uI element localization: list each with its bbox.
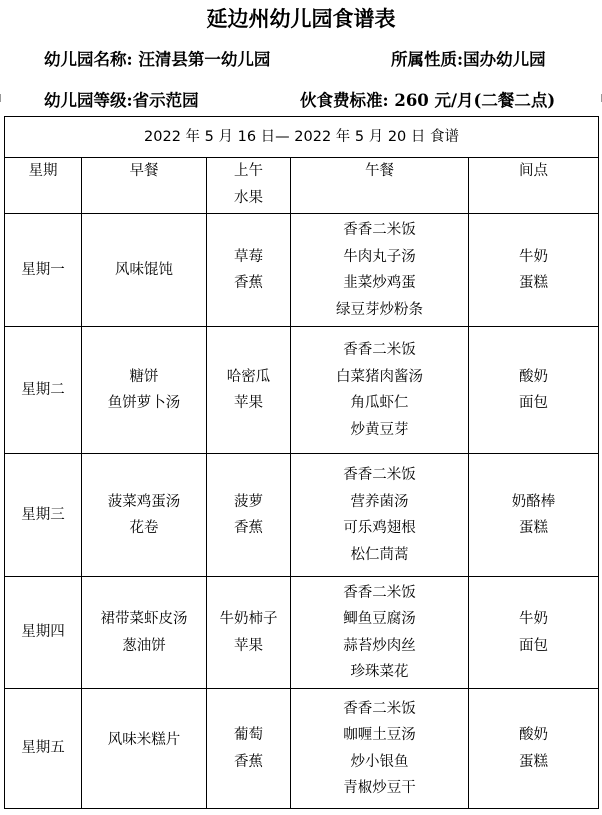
lunch-cell	[291, 577, 469, 689]
cell-text-line: 松仁茼蒿	[350, 546, 409, 563]
cell-text-line: 风味馄饨	[115, 261, 173, 278]
lunch-cell	[291, 327, 469, 454]
cell-text-line: 韭菜炒鸡蛋	[343, 275, 416, 291]
cell-text-line: 裙带菜虾皮汤	[100, 611, 188, 627]
cell-text-line: 白菜猪肉酱汤	[336, 368, 423, 385]
cell-text-line: 牛肉丸子汤	[343, 248, 416, 265]
cell-text-line: 葡萄	[234, 727, 263, 743]
weekday-cell: 星期一	[5, 214, 82, 327]
cell-text-line: 香香二米饭	[343, 584, 416, 601]
cell-text-line: 菠萝	[234, 493, 263, 510]
kindergarten-grade-label: 幼儿园等级:	[44, 91, 133, 110]
fruit-cell	[207, 454, 291, 577]
cell-text-line: 星期	[28, 163, 58, 179]
breakfast-cell	[82, 214, 207, 327]
fruit-cell	[207, 577, 291, 689]
kindergarten-nature-label: 所属性质:	[391, 50, 464, 69]
cell-text-line: 炒黄豆芽	[350, 421, 409, 438]
page-title: 延边州幼儿园食谱表	[206, 6, 396, 31]
cell-text-line: 蛋糕	[519, 275, 549, 291]
cell-text-line: 苹果	[234, 637, 263, 654]
meal-fee-label: 伙食费标准:	[300, 91, 389, 110]
fruit-cell	[207, 214, 291, 327]
date-range: 2022 年 5 月 16 日— 2022 年 5 月 20 日 食谱	[5, 117, 599, 158]
cell-text-line: 牛奶	[519, 611, 549, 627]
cell-text-line: 角瓜虾仁	[350, 395, 409, 411]
header-morning-fruit	[207, 158, 291, 214]
header-breakfast	[82, 158, 207, 214]
cell-text-line: 蛋糕	[519, 753, 549, 770]
kindergarten-nature	[391, 48, 546, 72]
kindergarten-name	[44, 48, 270, 72]
snack-cell	[469, 577, 599, 689]
meal-fee-value: 260 元/月(二餐二点)	[394, 91, 556, 110]
weekday-cell: 星期四	[5, 577, 82, 689]
cell-text-line: 鱼饼萝卜汤	[107, 395, 181, 411]
cell-text-line: 营养菌汤	[350, 493, 409, 510]
weekday-cell: 星期三	[5, 454, 82, 577]
header-weekday	[5, 158, 82, 214]
cell-text-line: 蒜苔炒肉丝	[343, 637, 416, 654]
snack-cell	[469, 327, 599, 454]
cell-text-line: 奶酪棒	[511, 493, 556, 510]
cell-text-line: 香香二米饭	[343, 222, 416, 238]
cell-text-line: 酸奶	[519, 368, 549, 385]
cell-text-line: 糖饼	[129, 368, 159, 385]
weekday-cell: 星期二	[5, 327, 82, 454]
cell-text-line: 草莓	[234, 248, 263, 265]
snack-cell	[469, 214, 599, 327]
kindergarten-name-label: 幼儿园名称:	[44, 50, 133, 69]
crop-mark-left	[0, 94, 7, 102]
cell-text-line: 青椒炒豆干	[343, 780, 416, 796]
cell-text-line: 间点	[519, 163, 549, 179]
snack-cell	[469, 689, 599, 809]
table-row	[5, 689, 599, 809]
cell-text-line: 香香二米饭	[343, 700, 416, 717]
meal-fee	[300, 89, 555, 113]
cell-text-line: 菠菜鸡蛋汤	[107, 493, 181, 510]
table-row	[5, 214, 599, 327]
table-row	[5, 454, 599, 577]
cell-text-line: 香香二米饭	[343, 342, 416, 358]
breakfast-cell	[82, 454, 207, 577]
cell-text-line: 香蕉	[234, 520, 263, 536]
kindergarten-grade-value: 省示范园	[132, 91, 199, 110]
lunch-cell	[291, 454, 469, 577]
cell-text-line: 早餐	[129, 163, 159, 179]
cell-text-line: 葱油饼	[122, 637, 166, 654]
crop-mark-right	[595, 94, 602, 102]
breakfast-cell	[82, 327, 207, 454]
cell-text-line: 炒小银鱼	[350, 753, 409, 770]
cell-text-line: 风味米糕片	[107, 732, 181, 748]
table-row	[5, 577, 599, 689]
cell-text-line: 花卷	[129, 520, 159, 536]
cell-text-line: 牛奶柿子	[219, 611, 278, 627]
cell-text-line: 哈密瓜	[226, 368, 271, 385]
cell-text-line: 香香二米饭	[343, 467, 416, 483]
cell-text-line: 香蕉	[234, 753, 263, 770]
cell-text-line: 绿豆芽炒粉条	[336, 301, 423, 318]
cell-text-line: 牛奶	[519, 248, 549, 265]
snack-cell	[469, 454, 599, 577]
cell-text-line: 酸奶	[519, 727, 549, 743]
kindergarten-nature-value: 国办幼儿园	[463, 50, 546, 69]
cell-text-line: 鲫鱼豆腐汤	[343, 611, 416, 627]
date-row	[5, 117, 599, 158]
cell-text-line: 苹果	[234, 395, 263, 411]
header-snack	[469, 158, 599, 214]
fruit-cell	[207, 327, 291, 454]
cell-text-line: 午餐	[365, 163, 394, 179]
menu-table	[4, 116, 599, 809]
cell-text-line: 水果	[234, 189, 263, 206]
cell-text-line: 蛋糕	[519, 520, 549, 536]
cell-text-line: 珍珠菜花	[350, 664, 409, 680]
cell-text-line: 咖喱土豆汤	[343, 727, 416, 743]
cell-text-line: 上午	[234, 163, 263, 179]
cell-text-line: 可乐鸡翅根	[343, 520, 416, 536]
breakfast-cell	[82, 577, 207, 689]
lunch-cell	[291, 214, 469, 327]
header-lunch	[291, 158, 469, 214]
fruit-cell	[207, 689, 291, 809]
kindergarten-grade	[44, 89, 199, 113]
header-row	[5, 158, 599, 214]
cell-text-line: 香蕉	[234, 275, 263, 291]
breakfast-cell	[82, 689, 207, 809]
table-row	[5, 327, 599, 454]
weekday-cell: 星期五	[5, 689, 82, 809]
cell-text-line: 面包	[519, 637, 549, 654]
kindergarten-name-value: 汪清县第一幼儿园	[138, 50, 271, 69]
cell-text-line: 面包	[519, 395, 549, 411]
lunch-cell	[291, 689, 469, 809]
